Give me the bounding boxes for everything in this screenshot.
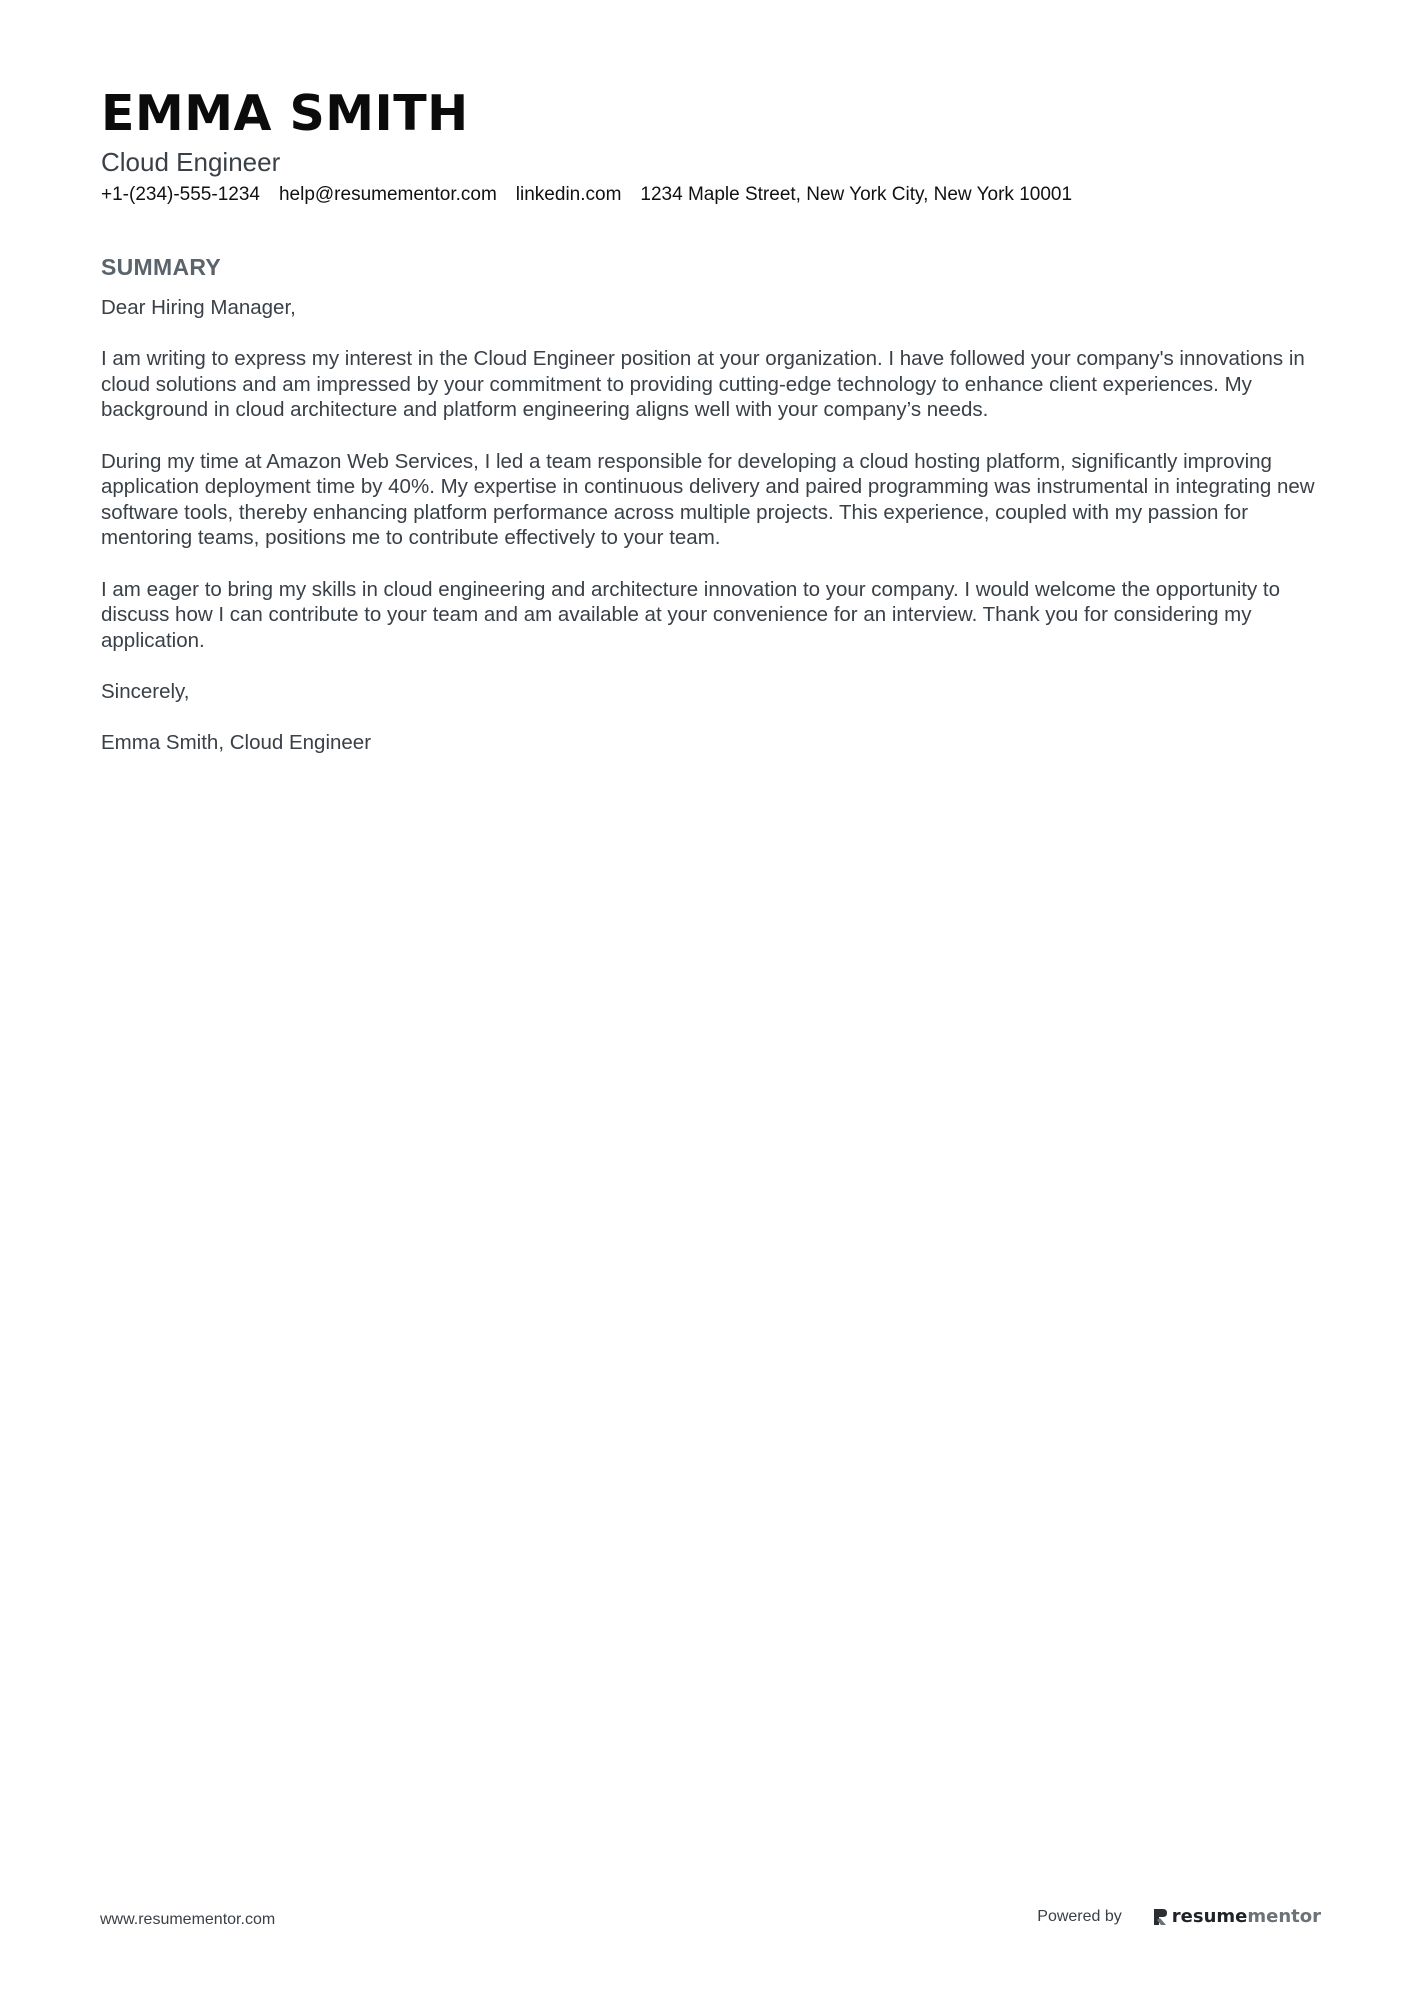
summary-heading: SUMMARY xyxy=(101,254,222,280)
resumementor-logo-icon xyxy=(1152,1907,1168,1927)
contact-phone[interactable]: +1-(234)-555-1234 xyxy=(101,184,260,205)
contact-email[interactable]: help@resumementor.com xyxy=(278,184,497,205)
letter-paragraph: I am writing to express my interest in the Cloud Engineer position at your organization. I have followed your company's innovations in cloud solutions and am impressed by your commitment to providing cutting-edge technology to enhance client experiences. My background in cloud architecture and platform engineering aligns well with your company’s needs. xyxy=(101,347,1305,422)
contact-address: 1234 Maple Street, New York City, New York 10001 xyxy=(640,184,1073,205)
cover-letter-body xyxy=(101,295,1326,781)
logo-text-primary: resume xyxy=(1171,1906,1248,1927)
contact-linkedin[interactable]: linkedin.com xyxy=(515,184,622,205)
resumementor-logo-text xyxy=(1172,1906,1321,1928)
letter-paragraph: I am eager to bring my skills in cloud engineering and architecture innovation to your company. I would welcome the opportunity to discuss how I can contribute to your team and am available at your convenience for an interview. Thank you for considering my application. xyxy=(101,577,1281,652)
footer-website-link[interactable]: www.resumementor.com xyxy=(100,1911,276,1928)
powered-by-label: Powered by xyxy=(1037,1908,1122,1925)
contact-info xyxy=(101,183,1072,207)
letter-paragraph: During my time at Amazon Web Services, I led a team responsible for developing a cloud hosting platform, significantly improving application deployment time by 40%. My expertise in continuous delivery and paired programming was instrumental in integrating new software tools, thereby enhancing platform performance across multiple projects. This experience, coupled with my passion for mentoring teams, positions me to contribute effectively to your team. xyxy=(101,449,1315,550)
logo-text-accent: mentor xyxy=(1247,1906,1321,1927)
job-title: Cloud Engineer xyxy=(101,147,281,177)
candidate-name: EMMA SMITH xyxy=(101,85,469,142)
letter-signature: Emma Smith, Cloud Engineer xyxy=(101,731,372,755)
letter-closing: Sincerely, xyxy=(101,679,190,703)
footer-powered-by xyxy=(1037,1906,1321,1928)
letter-salutation: Dear Hiring Manager, xyxy=(101,296,296,319)
resumementor-logo[interactable] xyxy=(1152,1906,1321,1928)
